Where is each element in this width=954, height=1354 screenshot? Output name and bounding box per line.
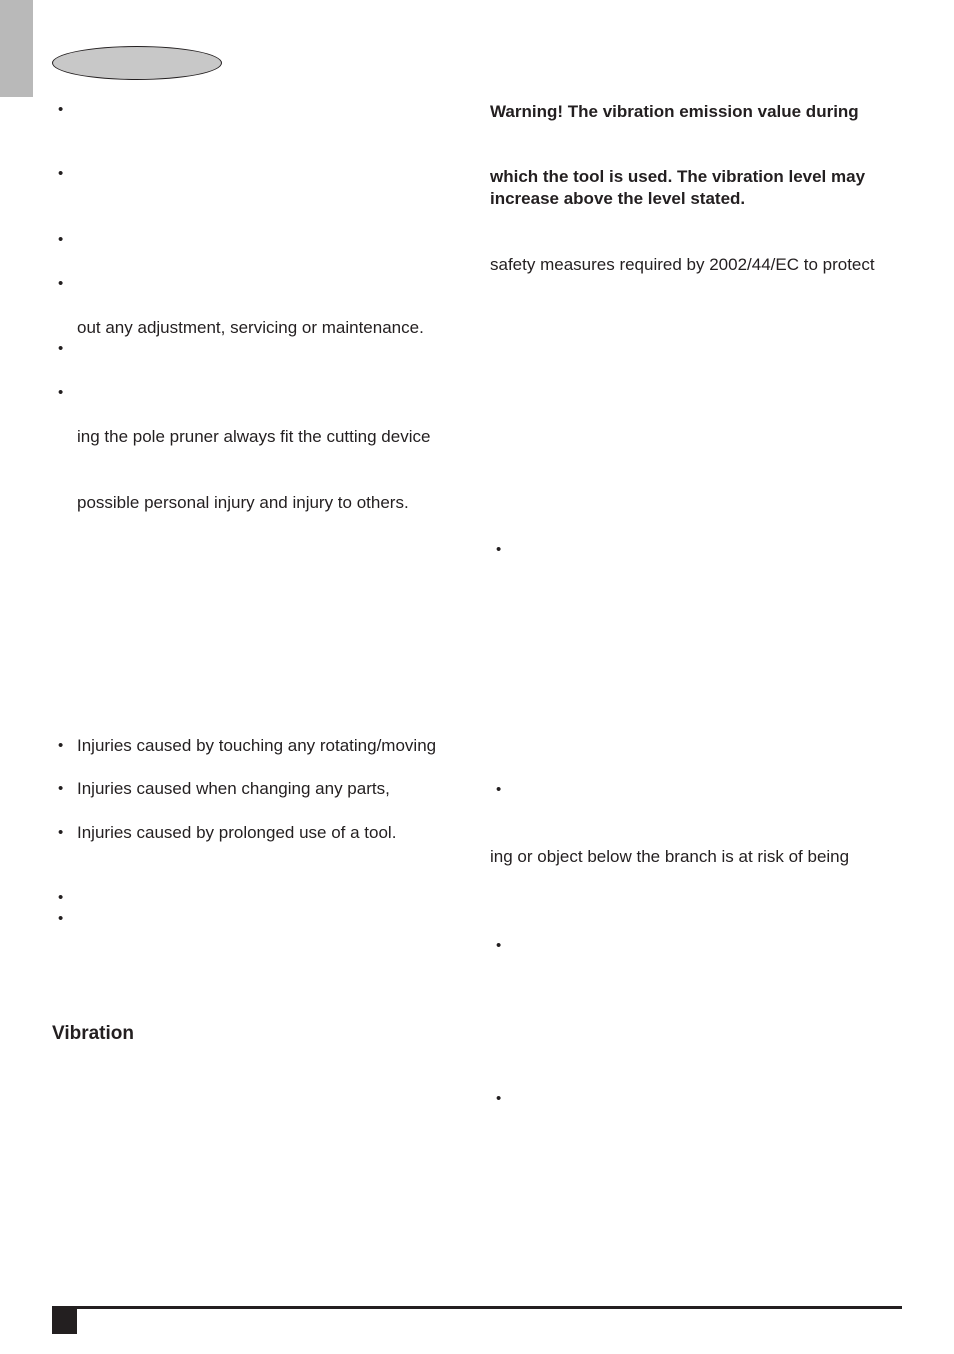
bullet-marker: • [58, 384, 64, 401]
language-side-tab [0, 0, 33, 97]
bullet-marker: • [496, 1090, 502, 1107]
bullet-marker: • [58, 165, 64, 182]
language-badge [52, 46, 222, 80]
page-number-box [52, 1309, 77, 1334]
bullet-marker: • [58, 780, 64, 797]
risk-item: Injuries caused by prolonged use of a tool. [77, 823, 397, 842]
text-line-branch: ing or object below the branch is at risk of being [490, 847, 850, 866]
warning-line: Warning! The vibration emission value during [490, 102, 859, 121]
text-line-injury: possible personal injury and injury to others. [77, 493, 409, 512]
bullet-marker: • [58, 889, 64, 906]
warning-line: which the tool is used. The vibration level may [490, 167, 866, 186]
bullet-marker: • [496, 937, 502, 954]
bullet-marker: • [58, 101, 64, 118]
bullet-marker: • [58, 824, 64, 841]
bullet-marker: • [58, 737, 64, 754]
bullet-marker: • [58, 340, 64, 357]
risk-item: Injuries caused when changing any parts, [77, 779, 390, 798]
bullet-marker: • [496, 781, 502, 798]
text-line-safety: safety measures required by 2002/44/EC to protect [490, 255, 875, 274]
text-line-adjustment: out any adjustment, servicing or maintenance. [77, 318, 424, 337]
section-heading-vibration: Vibration [52, 1023, 134, 1044]
bullet-marker: • [58, 910, 64, 927]
footer-rule [52, 1306, 902, 1309]
text-line-pole-pruner: ing the pole pruner always fit the cutting device [77, 427, 431, 446]
warning-line: increase above the level stated. [490, 189, 746, 208]
bullet-marker: • [496, 541, 502, 558]
bullet-marker: • [58, 275, 64, 292]
bullet-marker: • [58, 231, 64, 248]
risk-item: Injuries caused by touching any rotating/moving [77, 736, 437, 755]
